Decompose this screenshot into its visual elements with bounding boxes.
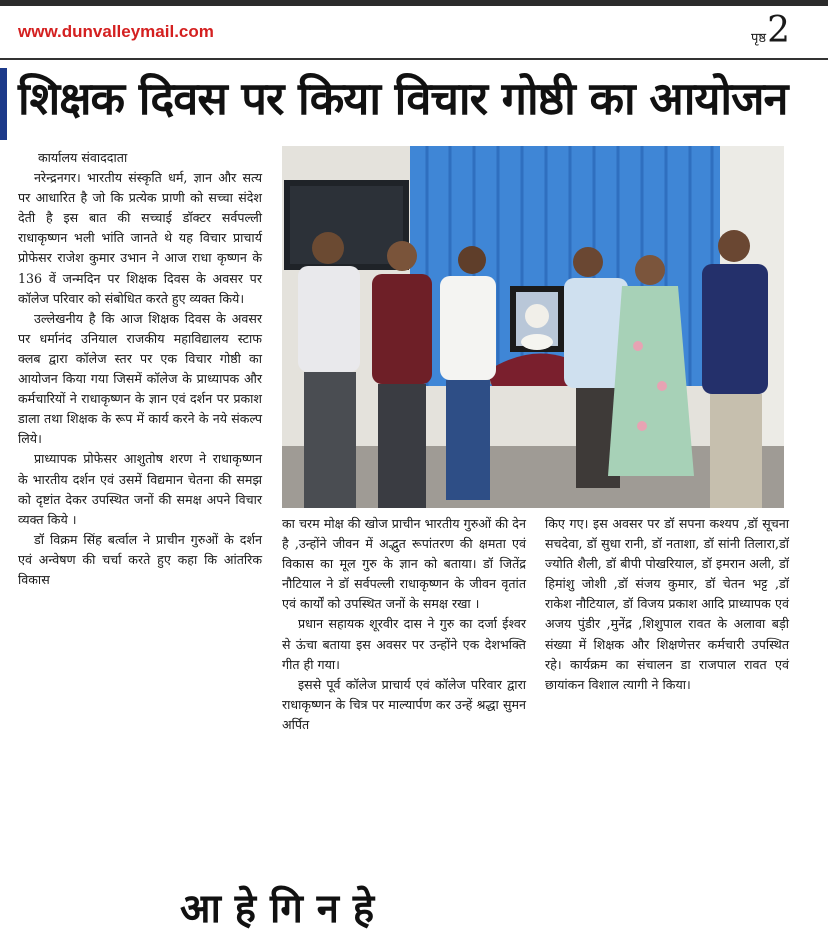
paragraph: प्रधान सहायक शूरवीर दास ने गुरु का दर्जा ईश्वर से ऊंचा बताया इस अवसर पर उन्होंने एक देशभक्ति गीत ही गया। — [282, 616, 526, 672]
byline: कार्यालय संवाददाता — [38, 150, 128, 165]
article-column-3 — [545, 514, 789, 695]
event-photo — [282, 146, 784, 508]
paragraph: नरेन्द्रनगर। भारतीय संस्कृति धर्म, ज्ञान और सत्य पर आधारित है जो कि प्रत्येक प्राणी को सच्चा संदेश देती है इस बात की सच्चाई डॉक्टर सर्वपल्ली राधाकृष्णन भली भांति जानते थे यह विचार प्राचार्य प्रोफेसर राजेश कुमार उभान ने आज राधा कृष्णन के 136 वें जन्मदिन पर शिक्षक दिवस के अवसर पर कॉलेज परिवार को संबोधित करते हुए व्यक्त किये। — [18, 170, 262, 306]
next-headline-fragment: आ हे गि न हे — [180, 886, 375, 932]
article-column-1 — [18, 148, 262, 590]
headline: शिक्षक दिवस पर किया विचार गोष्ठी का आयोजन — [18, 72, 788, 125]
paragraph: इससे पूर्व कॉलेज प्राचार्य एवं कॉलेज परिवार द्वारा राधाकृष्णन के चित्र पर माल्यार्पण कर उन्हें श्रद्धा सुमन अर्पित — [282, 676, 526, 732]
paragraph: डॉ विक्रम सिंह बर्त्वाल ने प्राचीन गुरुओं के दर्शन एवं अन्वेषण की चर्चा करते हुए कहा कि आंतरिक विकास — [18, 531, 262, 587]
header-rule — [0, 58, 828, 60]
article-column-2 — [282, 514, 526, 735]
paragraph: किए गए। इस अवसर पर डॉ सपना कश्यप ,डॉ सूचना सचदेवा, डॉ सुधा रानी, डॉ नताशा, डॉ सांनी तिलारा,डॉ ज्योति शैली, डॉ बीपी पोखरियाल, डॉ इमरान अली, डॉ हिमांशु जोशी ,डॉ संजय कुमार, डॉ चेतन भट्ट ,डॉ राकेश नौटियाल, डॉ विजय प्रकाश आदि प्राध्यापक एवं अजय पुंडीर ,मुनेंद्र ,शिशुपाल रावत के अलावा बड़ी संख्या में शिक्षक और शिक्षणेत्तर कर्मचारी उपस्थित रहे। कार्यक्रम का संचालन डा राजपाल रावत एवं छायांकन विशाल त्यागी ने किया। — [545, 516, 789, 692]
top-border — [0, 0, 828, 6]
paragraph: उल्लेखनीय है कि आज शिक्षक दिवस के अवसर पर धर्मानंद उनियाल राजकीय महाविद्यालय स्टाफ क्लब द्वारा कॉलेज स्तर पर एक विचार गोष्ठी का आयोजन किया गया जिसमें कॉलेज के प्राध्यापक और कर्मचारियों ने राधाकृष्णन के ज्ञान एवं दर्शन पर प्रकाश डाला तथा शिक्षक के रूप में कार्य करने के नये संकल्प लिये। — [18, 310, 262, 447]
paragraph: प्राध्यापक प्रोफेसर आशुतोष शरण ने राधाकृष्णन के भारतीय दर्शन एवं उसमें विद्यमान चेतना की समझ को दृष्टांत देकर उपस्थित जनों की समक्ष अपने विचार व्यक्त किये । — [18, 451, 262, 527]
page-label: पृष्ठ — [750, 31, 766, 46]
page-number: 2 — [767, 10, 790, 51]
site-url[interactable]: www.dunvalleymail.com — [18, 22, 214, 41]
paragraph: का चरम मोक्ष की खोज प्राचीन भारतीय गुरुओं की देन है ,उन्होंने जीवन में अद्भुत रूपांतरण की क्षमता एवं विकास का मूल गुरु के ज्ञान को बताया। डॉ जितेंद्र नौटियाल ने डॉ सर्वपल्ली राधाकृष्णन के जीवन वृतांत एवं कार्यों को उपस्थित जनों के समक्ष रखा । — [282, 516, 526, 612]
headline-accent-bar — [0, 68, 7, 140]
